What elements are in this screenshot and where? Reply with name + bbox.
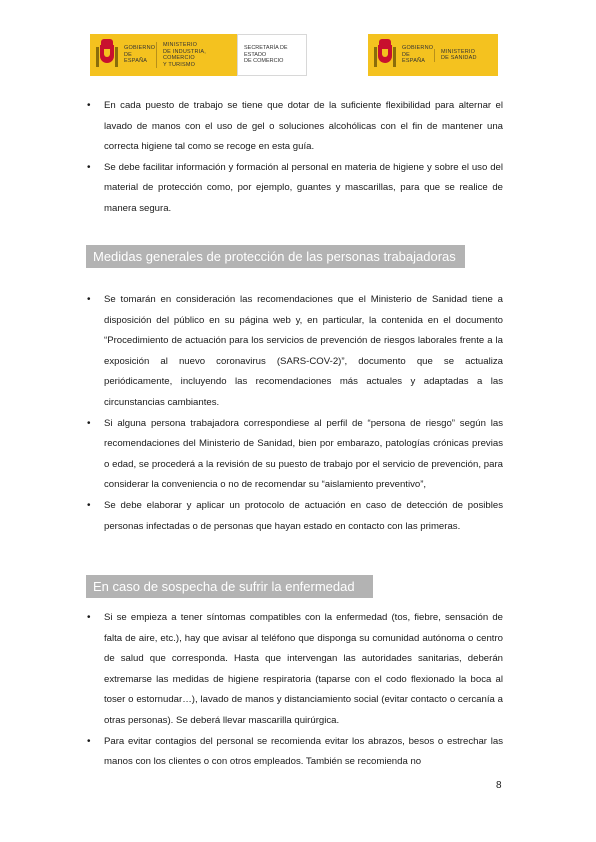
bullet-icon: • (87, 294, 91, 305)
coat-of-arms-icon (374, 39, 396, 71)
section-top (87, 96, 503, 220)
gobierno-label: GOBIERNO DE ESPAÑA (402, 45, 434, 65)
section-heading-sospecha: En caso de sospecha de sufrir la enfermedad (86, 575, 373, 598)
ministerio-label: MINISTERIO DE SANIDAD (434, 49, 477, 62)
bullet-item: • En cada puesto de trabajo se tiene que dotar de la suficiente flexibilidad para alternar el lavado de manos con el uso de gel o soluciones alcohólicas con el fin de mantener una correcta higiene tal como se recoge en esta guía. (104, 96, 503, 158)
bullet-item: • Si se empieza a tener síntomas compatibles con la enfermedad (tos, fiebre, sensación de falta de aire, etc.), hay que avisar al teléfono que disponga su comunidad autónoma o centro de salud que corresponda. Hasta que intervengan las autoridades sanitarias, deberán extremarse las medidas de higiene respiratoria (taparse con el codo flexionado la boca al toser o estornudar…), lavado de manos y distanciamiento social (evitar contacto o cercanía a otras personas). Se deberá llevar mascarilla quirúrgica. (104, 608, 503, 732)
bullet-item: • Si alguna persona trabajadora correspondiese al perfil de “persona de riesgo” según las recomendaciones del Ministerio de Sanidad, bien por embarazo, patologías crónicas previas o edad, se procederá a la revisión de su puesto de trabajo por el servicio de prevención, para considerar la conveniencia o no de recomendar su “aislamiento preventivo”, (104, 414, 503, 496)
logo-left (90, 34, 307, 76)
bullet-item: • Se tomarán en consideración las recomendaciones que el Ministerio de Sanidad tiene a disposición del público en su página web y, en particular, la contenida en el documento “Procedimiento de actuación para los servicios de prevención de riesgos laborales frente a la exposición al nuevo coronavirus (SARS-COV-2)”, documento que se actualiza periódicamente, incluyendo las recomendaciones más actuales y adaptadas a las circunstancias cambiantes. (104, 290, 503, 414)
bullet-icon: • (87, 612, 91, 623)
bullet-icon: • (87, 417, 91, 429)
section-sospecha (87, 608, 503, 773)
page-number: 8 (496, 780, 502, 791)
coat-of-arms-icon (96, 39, 118, 71)
bullet-icon: • (87, 161, 91, 173)
section-medidas (87, 290, 503, 537)
gobierno-label: GOBIERNO DE ESPAÑA (124, 45, 156, 65)
logo-left-gold (90, 34, 237, 76)
logo-right-gold (368, 34, 498, 76)
logo-right (368, 34, 498, 76)
bullet-icon: • (87, 735, 91, 747)
section-heading-medidas: Medidas generales de protección de las personas trabajadoras (86, 245, 465, 268)
ministerio-label: MINISTERIO DE INDUSTRIA, COMERCIO Y TURISMO (156, 42, 231, 68)
bullet-icon: • (87, 499, 91, 511)
bullet-item: • Para evitar contagios del personal se recomienda evitar los abrazos, besos o estrechar las manos con los clientes o con otros empleados. También se recomienda no (104, 732, 503, 773)
bullet-icon: • (87, 100, 91, 111)
bullet-item: • Se debe elaborar y aplicar un protocolo de actuación en caso de detección de posibles personas infectadas o de personas que hayan estado en contacto con las primeras. (104, 496, 503, 537)
secretaria-label: SECRETARÍA DE ESTADO DE COMERCIO (237, 34, 307, 76)
bullet-item: • Se debe facilitar información y formación al personal en materia de higiene y sobre el uso del material de protección como, por ejemplo, guantes y mascarillas, para que se realice de manera segura. (104, 158, 503, 220)
